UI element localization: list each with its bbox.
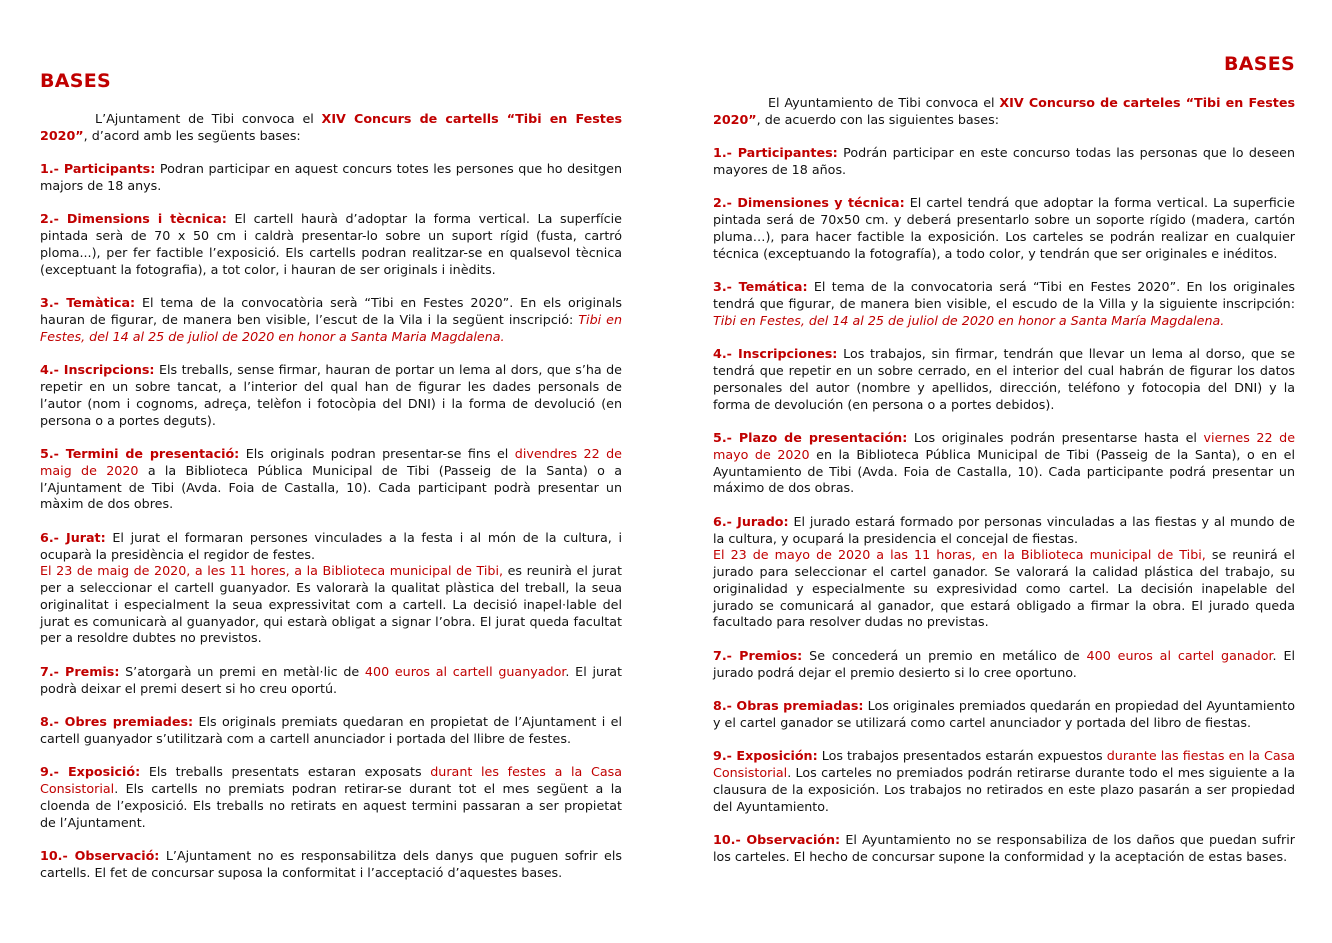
section-text: Els treballs presentats estaran exposats [140,764,431,780]
section-heading: 4.- Inscripciones: [713,346,838,362]
section-4 [713,346,1295,413]
section-3 [40,295,622,345]
section-text: Els treballs, sense firmar, hauran de portar un lema al dors, que s’ha de repetir en un sobre tancat, a l’interior del qual han de figurar les dades personals de l’autor (nom i cognoms, adreça, telèfon i fotocòpia del DNI) i la forma de devolució (en persona o a portes deguts). [40,362,622,428]
section-heading: 5.- Termini de presentació: [40,445,240,461]
deadline-date: divendres 22 de maig de 2020 [40,445,622,478]
section-text: Els originals premiats quedaran en propietat de l’Ajuntament i el cartell guanyador s’utilitzarà com a cartell anunciador i portada del llibre de festes. [40,714,622,746]
section-10 [40,848,622,882]
section-7 [40,664,622,698]
section-3 [713,279,1295,329]
contest-name: XIV Concurso de carteles “Tibi en Festes 2020” [713,95,1295,127]
section-text-end: en la Biblioteca Pública Municipal de Tibi (Passeig de la Santa), o en el Ayuntamiento de Tibi (Avda. Foia de Castalla, 10). Cada participante podrá presentar un máximo de dos obras. [713,446,1295,496]
section-heading: 6.- Jurat: [40,529,106,545]
prize-amount: 400 euros al cartel ganador [1086,647,1273,663]
intro-paragraph [713,95,1295,129]
section-7 [713,648,1295,682]
section-text-end: . Els cartells no premiats podran retirar-se durant tot el mes següent a la cloenda de l’exposició. Els treballs no retirats en aquest termini passaran a ser propietat de l’Ajuntament. [40,781,622,830]
bases-body [713,95,1295,882]
section-heading: 7.- Premis: [40,663,120,679]
section-2 [713,195,1295,262]
section-text: Se concederá un premio en metálico de [802,647,1087,663]
section-heading: 4.- Inscripcions: [40,362,155,378]
section-4 [40,362,622,429]
section-2 [40,211,622,278]
section-8 [713,698,1295,732]
section-heading: 3.- Temática: [713,279,808,295]
section-text: El jurat el formaran persones vinculades a la festa i al món de la cultura, i ocuparà la presidència el regidor de festes. [40,529,622,562]
contest-name: XIV Concurs de cartells “Tibi en Festes 2020” [40,111,623,143]
section-text: El cartel tendrá que adoptar la forma vertical. La superficie pintada será de 70x50 cm. y deberá presentarlo sobre un soporte rígido (madera, cartón pluma…), para hacer factible la exposición. Los carteles se podrán realizar en cualquier técnica (exceptuando la fotografía), a todo color, y tendrán que ser originales e inéditos. [713,195,1295,261]
section-heading: 9.- Exposició: [40,764,141,780]
section-text: Els originals podran presentar-se fins el [239,445,515,461]
section-8 [40,714,622,748]
section-text: El cartell haurà d’adoptar la forma vertical. La superfície pintada serà de 70 x 50 cm i caldrà presentar-lo sobre un suport rígid (fusta, cartró ploma...), per fer factible l’exposició. Els cartells podran realitzar-se en qualsevol tècnica (exceptuant la fotografia), a tot color, i hauran de ser originals i inèdits. [40,211,622,277]
section-text-end: es reunirà el jurat per a seleccionar el cartell guanyador. Es valorarà la qualitat plàstica del treball, la seua originalitat i especialment la seua expressivitat com a cartell. La decisió inapel·lable del jurat es comunicarà al guanyador, qui estarà obligat a signar l’obra. El jurat queda facultat per a resoldre dubtes no previstos. [40,563,622,646]
section-text: El jurado estará formado por personas vinculadas a las fiestas y al mundo de la cultura, y ocupará la presidencia el concejal de fiestas. [713,513,1295,546]
section-text: El tema de la convocatoria será “Tibi en Festes 2020”. En los originales tendrá que figurar, de manera bien visible, el escudo de la Villa y la siguiente inscripción: [713,279,1295,311]
required-inscription: Tibi en Festes, del 14 al 25 de juliol de 2020 en honor a Santa María Magdalena. [713,312,1225,328]
section-9 [40,764,622,831]
section-1 [713,145,1295,179]
section-heading: 2.- Dimensions i tècnica: [40,211,227,227]
jury-meeting-date: El 23 de mayo de 2020 a las 11 horas, en la Biblioteca municipal de Tibi, [713,547,1206,563]
section-1 [40,161,622,195]
section-heading: 2.- Dimensiones y técnica: [713,195,905,211]
section-text: Los trabajos, sin firmar, tendrán que llevar un lema al dorso, que se tendrá que repetir en un sobre cerrado, en el interior del cual habrán de figurar los datos personales del autor (nombre y apellidos, dirección, teléfono y fotocopia del DNI) y la forma de devolución (en persona o a portes debidos). [713,346,1295,412]
section-heading: 8.- Obres premiades: [40,714,194,730]
section-text: Podran participar en aquest concurs totes les persones que ho desitgen majors de 18 anys. [40,161,622,193]
section-heading: 8.- Obras premiadas: [713,698,864,714]
section-text-end: . El jurat podrà deixar el premi desert si ho creu oportú. [40,663,622,696]
intro-paragraph [40,111,622,145]
section-heading: 9.- Exposición: [713,748,818,764]
section-10 [713,832,1295,866]
intro-text: El Ayuntamiento de Tibi convoca el [768,95,1000,110]
intro-text-end: , de acuerdo con las siguientes bases: [756,111,999,127]
deadline-date: viernes 22 de mayo de 2020 [713,429,1296,462]
intro-text: L’Ajuntament de Tibi convoca el [95,111,322,126]
section-5 [40,446,622,513]
section-heading: 10.- Observación: [713,832,841,848]
section-text: S’atorgarà un premi en metàl·lic de [119,663,365,679]
section-5 [713,430,1295,497]
section-text: El tema de la convocatòria serà “Tibi en Festes 2020”. En els originals hauran de figurar, de manera ben visible, l’escut de la Vila i la següent inscripció: [40,295,622,327]
page-title: BASES [40,70,112,92]
section-heading: 6.- Jurado: [713,513,789,529]
section-6 [713,514,1295,632]
section-text: Los originales premiados quedarán en propiedad del Ayuntamiento y el cartel ganador se utilizará como cartel anunciador y portada del libro de fiestas. [713,698,1295,730]
section-text: Los trabajos presentados estarán expuestos [817,748,1107,764]
section-text-end: . Los carteles no premiados podrán retirarse durante todo el mes siguiente a la clausura de la exposición. Los trabajos no retirados en este plazo pasarán a ser propiedad del Ayuntamiento. [713,765,1295,814]
section-heading: 1.- Participants: [40,161,156,177]
section-heading: 1.- Participantes: [713,145,838,161]
section-text-end: se reunirá el jurado para seleccionar el cartel ganador. Se valorará la calidad plástica del trabajo, su originalidad y especialmente su expresividad como cartel. La decisión inapelable del jurado se comunicará al ganador, que estará obligado a firmar la obra. El jurado queda facultado para resolver dudas no previstas. [713,547,1295,630]
section-text-end: . El jurado podrá dejar el premio desierto si lo cree oportuno. [713,647,1296,680]
section-text: Podrán participar en este concurso todas las personas que lo deseen mayores de 18 años. [713,145,1295,177]
section-heading: 3.- Temàtica: [40,295,136,311]
section-heading: 5.- Plazo de presentación: [713,429,908,445]
prize-amount: 400 euros al cartell guanyador [364,663,566,679]
jury-meeting-date: El 23 de maig de 2020, a les 11 hores, a la Biblioteca municipal de Tibi, [40,563,504,579]
section-heading: 10.- Observació: [40,848,160,864]
intro-text-end: , d’acord amb les següents bases: [83,127,301,143]
section-text: Los originales podrán presentarse hasta el [907,429,1204,445]
section-9 [713,748,1295,815]
required-inscription: Tibi en Festes, del 14 al 25 de juliol de 2020 en honor a Santa Maria Magdalena. [40,311,622,344]
page-title: BASES [1223,53,1295,75]
section-6 [40,530,622,648]
exhibition-place: durante las fiestas en la Casa Consistorial [713,748,1295,781]
section-text: El Ayuntamiento no se responsabiliza de los daños que puedan sufrir los carteles. El hecho de concursar supone la conformidad y la aceptación de estas bases. [713,832,1295,864]
section-text: L’Ajuntament no es responsabilitza dels danys que puguen sofrir els cartells. El fet de concursar suposa la conformitat i l’acceptació d’aquestes bases. [40,848,622,880]
section-heading: 7.- Premios: [713,647,803,663]
exhibition-place: durant les festes a la Casa Consistorial [40,764,622,797]
section-text-end: a la Biblioteca Pública Municipal de Tibi (Passeig de la Santa) o a l’Ajuntament de Tibi (Avda. Foia de Castalla, 10). Cada participant podrà presentar un màxim de dos obres. [40,462,623,512]
bases-body [40,111,622,898]
